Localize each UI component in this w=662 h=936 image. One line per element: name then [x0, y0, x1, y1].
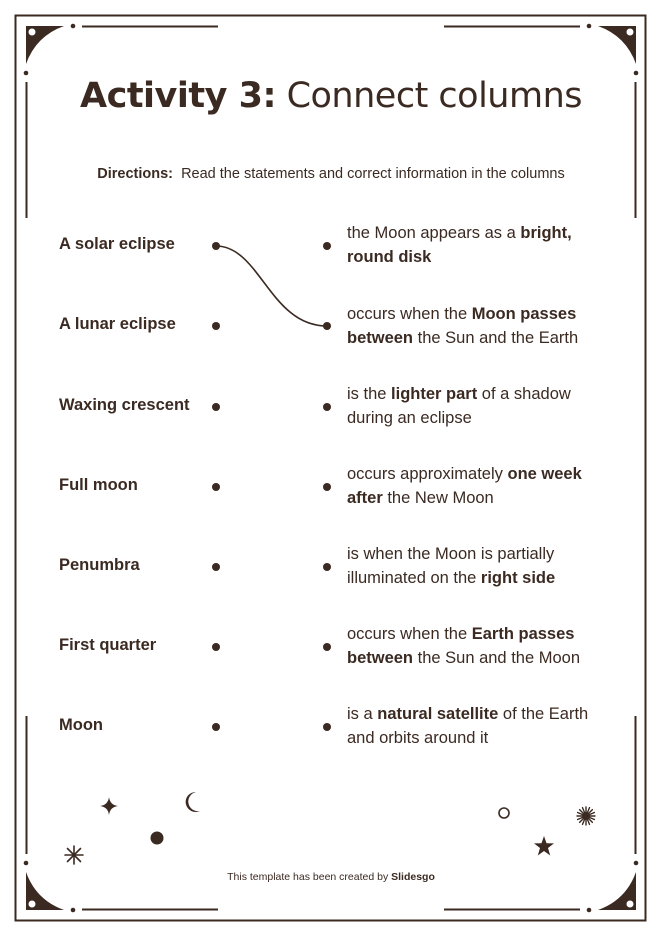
- page-title: [0, 76, 662, 116]
- definition-emphasis: Moon passes between: [347, 305, 577, 347]
- definition-item: [347, 462, 617, 510]
- footer-text: This template has been created by: [227, 871, 392, 883]
- definition-item: [347, 382, 617, 430]
- term-item: Full moon: [59, 476, 138, 494]
- right-connector-dot[interactable]: [323, 643, 331, 651]
- term-item: Moon: [59, 716, 103, 734]
- term-item: A lunar eclipse: [59, 315, 176, 333]
- right-connector-dot[interactable]: [323, 483, 331, 491]
- directions-text: Read the statements and correct information in the columns: [173, 166, 565, 182]
- definition-emphasis: bright, round disk: [347, 224, 572, 266]
- definition-text: the Sun and the Earth: [413, 329, 579, 347]
- directions: [0, 166, 662, 182]
- right-connector-dot[interactable]: [323, 322, 331, 330]
- four-point-star-icon: [99, 796, 119, 816]
- definition-item: [347, 221, 617, 269]
- right-connector-dot[interactable]: [323, 723, 331, 731]
- title-regular: Connect columns: [275, 76, 582, 116]
- definition-emphasis: one week after: [347, 465, 582, 507]
- definition-item: [347, 622, 617, 670]
- definition-text: occurs approximately: [347, 465, 508, 483]
- title-bold: Activity 3:: [79, 76, 276, 116]
- left-connector-dot[interactable]: [212, 723, 220, 731]
- left-connector-dot[interactable]: [212, 242, 220, 250]
- definition-text: occurs when the: [347, 625, 472, 643]
- definition-text: the Sun and the Moon: [413, 649, 580, 667]
- crescent-moon-icon: [182, 790, 202, 814]
- five-point-star-icon: [533, 835, 555, 857]
- left-connector-dot[interactable]: [212, 403, 220, 411]
- hollow-circle-icon: [497, 806, 511, 820]
- footer-brand-link[interactable]: Slidesgo: [391, 871, 435, 883]
- left-connector-dot[interactable]: [212, 563, 220, 571]
- definition-text: is when the Moon is partially illuminated on the: [347, 545, 555, 587]
- term-item: First quarter: [59, 636, 157, 654]
- definition-text: the New Moon: [382, 489, 494, 507]
- directions-label: Directions:: [97, 166, 174, 182]
- right-connector-dot[interactable]: [323, 242, 331, 250]
- right-connector-dot[interactable]: [323, 403, 331, 411]
- corner-ornament-top-right: [444, 24, 638, 218]
- term-item: Waxing crescent: [59, 396, 190, 414]
- definition-emphasis: right side: [480, 569, 556, 587]
- definition-emphasis: lighter part: [391, 385, 478, 403]
- corner-ornament-top-left: [24, 24, 218, 218]
- left-connector-dot[interactable]: [212, 643, 220, 651]
- definition-text: is a: [347, 705, 378, 723]
- definition-item: [347, 302, 617, 350]
- footer-credit: [0, 871, 662, 883]
- definition-text: the Moon appears as a: [347, 224, 521, 242]
- starburst-icon: [576, 806, 596, 826]
- definition-emphasis: Earth passes between: [347, 625, 575, 667]
- asterisk-icon: [64, 845, 84, 865]
- definition-text: of the Earth and orbits around it: [347, 705, 589, 747]
- definition-text: of a shadow during an eclipse: [347, 385, 571, 427]
- right-connector-dot[interactable]: [323, 563, 331, 571]
- definition-emphasis: natural satellite: [377, 705, 499, 723]
- left-connector-dot[interactable]: [212, 322, 220, 330]
- left-connector-dot[interactable]: [212, 483, 220, 491]
- term-item: A solar eclipse: [59, 235, 175, 253]
- definition-text: occurs when the: [347, 305, 472, 323]
- definition-item: [347, 542, 617, 590]
- term-item: Penumbra: [59, 556, 140, 574]
- definition-item: [347, 702, 617, 750]
- filled-circle-icon: [150, 831, 164, 845]
- definition-text: is the: [347, 385, 392, 403]
- connection-line: [216, 246, 327, 326]
